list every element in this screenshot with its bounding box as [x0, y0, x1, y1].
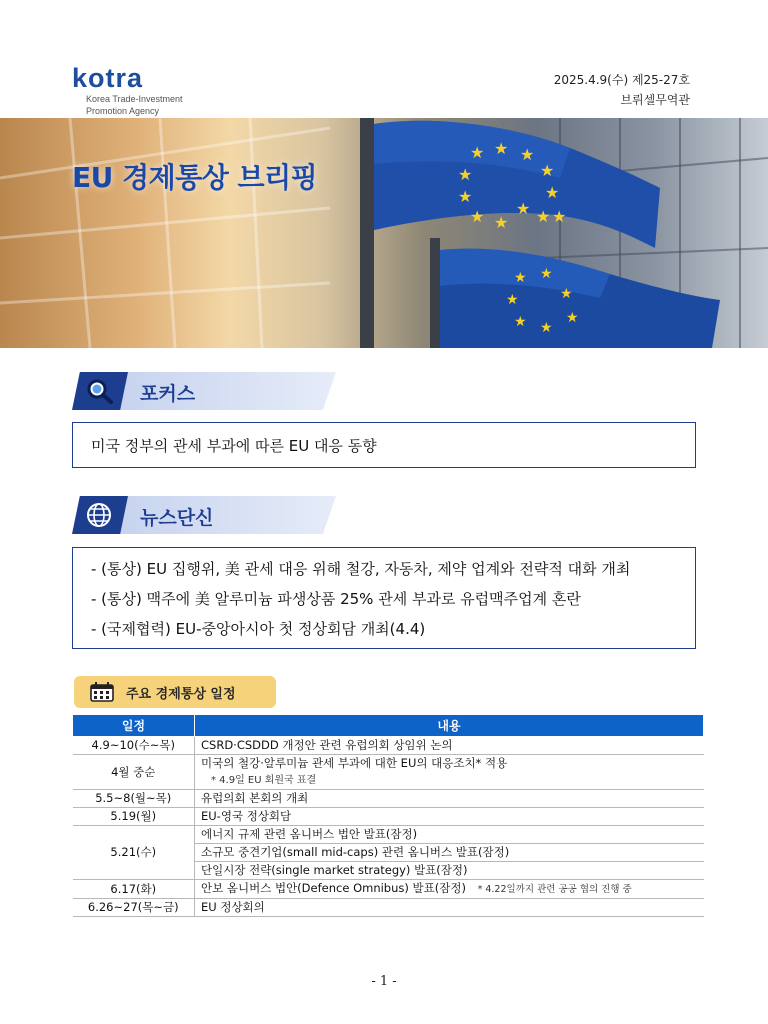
svg-text:★: ★	[470, 207, 485, 226]
schedule-content: 미국의 철강·알루미늄 관세 부과에 대한 EU의 대응조치* 적용	[201, 756, 508, 770]
column-header-date: 일정	[73, 715, 195, 737]
page-number: - 1 -	[371, 974, 397, 989]
news-header	[72, 496, 336, 534]
schedule-content-cell	[195, 880, 704, 899]
schedule-date: 6.17(화)	[73, 880, 195, 899]
svg-text:★: ★	[520, 145, 535, 164]
table-row	[73, 899, 704, 917]
schedule-note: * 4.22일까지 관련 공공 협의 진행 중	[477, 884, 632, 895]
schedule-content: 유럽의회 본회의 개최	[195, 790, 704, 808]
table-row	[73, 790, 704, 808]
focus-header	[72, 372, 336, 410]
schedule-tag	[74, 676, 276, 708]
svg-text:★: ★	[540, 161, 555, 180]
office-name: 브뤼셀무역관	[620, 93, 690, 107]
table-header-row	[73, 715, 704, 737]
svg-text:★: ★	[516, 199, 531, 218]
focus-icon-box	[72, 372, 128, 410]
table-row	[73, 808, 704, 826]
schedule-content: EU 정상회의	[195, 899, 704, 917]
svg-text:★: ★	[458, 187, 473, 206]
banner-image	[0, 118, 768, 348]
schedule-heading: 주요 경제통상 일정	[126, 687, 236, 702]
document-meta	[554, 70, 690, 110]
schedule-table	[72, 714, 704, 917]
calendar-icon	[90, 682, 114, 702]
schedule-content: EU-영국 정상회담	[195, 808, 704, 826]
news-box	[72, 547, 696, 649]
svg-text:★: ★	[545, 183, 560, 202]
schedule-date: 5.5~8(월~목)	[73, 790, 195, 808]
logo-wordmark: kotra	[72, 63, 144, 93]
logo-subtitle-2: Promotion Agency	[86, 106, 160, 116]
schedule-content: 에너지 규제 관련 옴니버스 법안 발표(잠정)	[195, 826, 704, 844]
svg-text:★: ★	[470, 143, 485, 162]
schedule-content: CSRD·CSDDD 개정안 관련 유럽의회 상임위 논의	[195, 737, 704, 755]
svg-text:★: ★	[514, 270, 527, 286]
focus-box	[72, 422, 696, 468]
svg-text:★: ★	[552, 207, 567, 226]
focus-heading: 포커스	[140, 383, 196, 405]
news-heading: 뉴스단신	[140, 507, 214, 529]
table-row	[73, 755, 704, 790]
schedule-content-cell	[195, 755, 704, 790]
schedule-content: 소규모 중견기업(small mid-caps) 관련 옴니버스 발표(잠정)	[195, 844, 704, 862]
svg-text:★: ★	[566, 310, 579, 326]
svg-text:★: ★	[506, 292, 519, 308]
focus-text: 미국 정부의 관세 부과에 따른 EU 대응 동향	[91, 437, 377, 455]
svg-text:★: ★	[536, 207, 551, 226]
news-item: - (국제협력) EU-중앙아시아 첫 정상회담 개최(4.4)	[91, 620, 426, 638]
schedule-date: 4월 중순	[73, 755, 195, 790]
svg-text:★: ★	[540, 320, 553, 336]
globe-icon	[86, 502, 114, 528]
svg-text:★: ★	[560, 286, 573, 302]
table-row	[73, 737, 704, 755]
eu-flags-illustration	[0, 118, 768, 348]
magnifier-icon	[86, 378, 114, 404]
kotra-logo	[72, 64, 183, 116]
issue-date: 2025.4.9(수) 제25-27호	[553, 73, 690, 87]
logo-subtitle-1: Korea Trade-Investment	[86, 94, 183, 104]
table-row	[73, 880, 704, 899]
svg-text:★: ★	[494, 213, 509, 232]
schedule-date: 4.9~10(수~목)	[73, 737, 195, 755]
schedule-date: 6.26~27(목~금)	[73, 899, 195, 917]
news-item: - (통상) 맥주에 美 알루미늄 파생상품 25% 관세 부과로 유럽맥주업계 혼란	[91, 590, 581, 608]
news-item: - (통상) EU 집행위, 美 관세 대응 위해 철강, 자동차, 제약 업계와 전략적 대화 개최	[91, 560, 631, 578]
schedule-content: 단일시장 전략(single market strategy) 발표(잠정)	[195, 862, 704, 880]
schedule-note: * 4.9일 EU 회원국 표결	[211, 775, 317, 786]
news-icon-box	[72, 496, 128, 534]
svg-text:★: ★	[458, 165, 473, 184]
svg-text:★: ★	[514, 314, 527, 330]
table-row	[73, 826, 704, 844]
schedule-date: 5.21(수)	[73, 826, 195, 880]
svg-text:★: ★	[494, 139, 509, 158]
schedule-content: 안보 옴니버스 법안(Defence Omnibus) 발표(잠정)	[201, 881, 466, 895]
column-header-content: 내용	[195, 715, 704, 737]
page-title: EU 경제통상 브리핑	[72, 161, 318, 194]
svg-text:★: ★	[540, 266, 553, 282]
schedule-date: 5.19(월)	[73, 808, 195, 826]
